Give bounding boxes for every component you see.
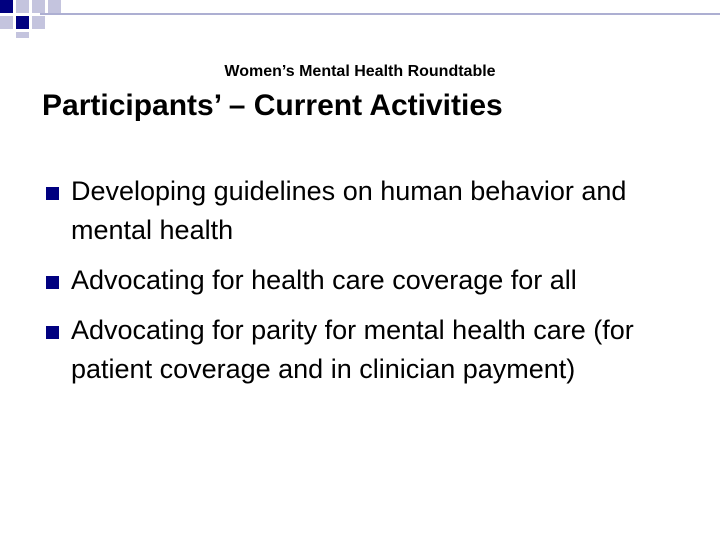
slide-title: Participants’ – Current Activities: [42, 89, 503, 122]
deco-square-light: [48, 0, 61, 13]
bullet-text: Developing guidelines on human behavior and mental health: [71, 176, 627, 245]
header-decoration: [0, 0, 720, 40]
slide-subtitle: Women’s Mental Health Roundtable: [224, 63, 496, 80]
bullet-list: [46, 172, 686, 400]
deco-square-dark: [16, 16, 29, 29]
square-bullet-icon: [46, 276, 59, 289]
deco-square-dark: [0, 0, 13, 13]
square-bullet-icon: [46, 326, 59, 339]
bullet-item: [46, 311, 686, 389]
deco-square-light: [16, 32, 29, 38]
deco-square-light: [32, 0, 45, 13]
bullet-item: [46, 261, 686, 300]
deco-square-light: [32, 16, 45, 29]
bullet-text: Advocating for parity for mental health care (for patient coverage and in clinician payment): [71, 315, 634, 384]
deco-square-light: [0, 16, 13, 29]
bullet-text: Advocating for health care coverage for all: [71, 265, 577, 295]
square-bullet-icon: [46, 187, 59, 200]
deco-square-light: [16, 0, 29, 13]
bullet-item: [46, 172, 686, 250]
